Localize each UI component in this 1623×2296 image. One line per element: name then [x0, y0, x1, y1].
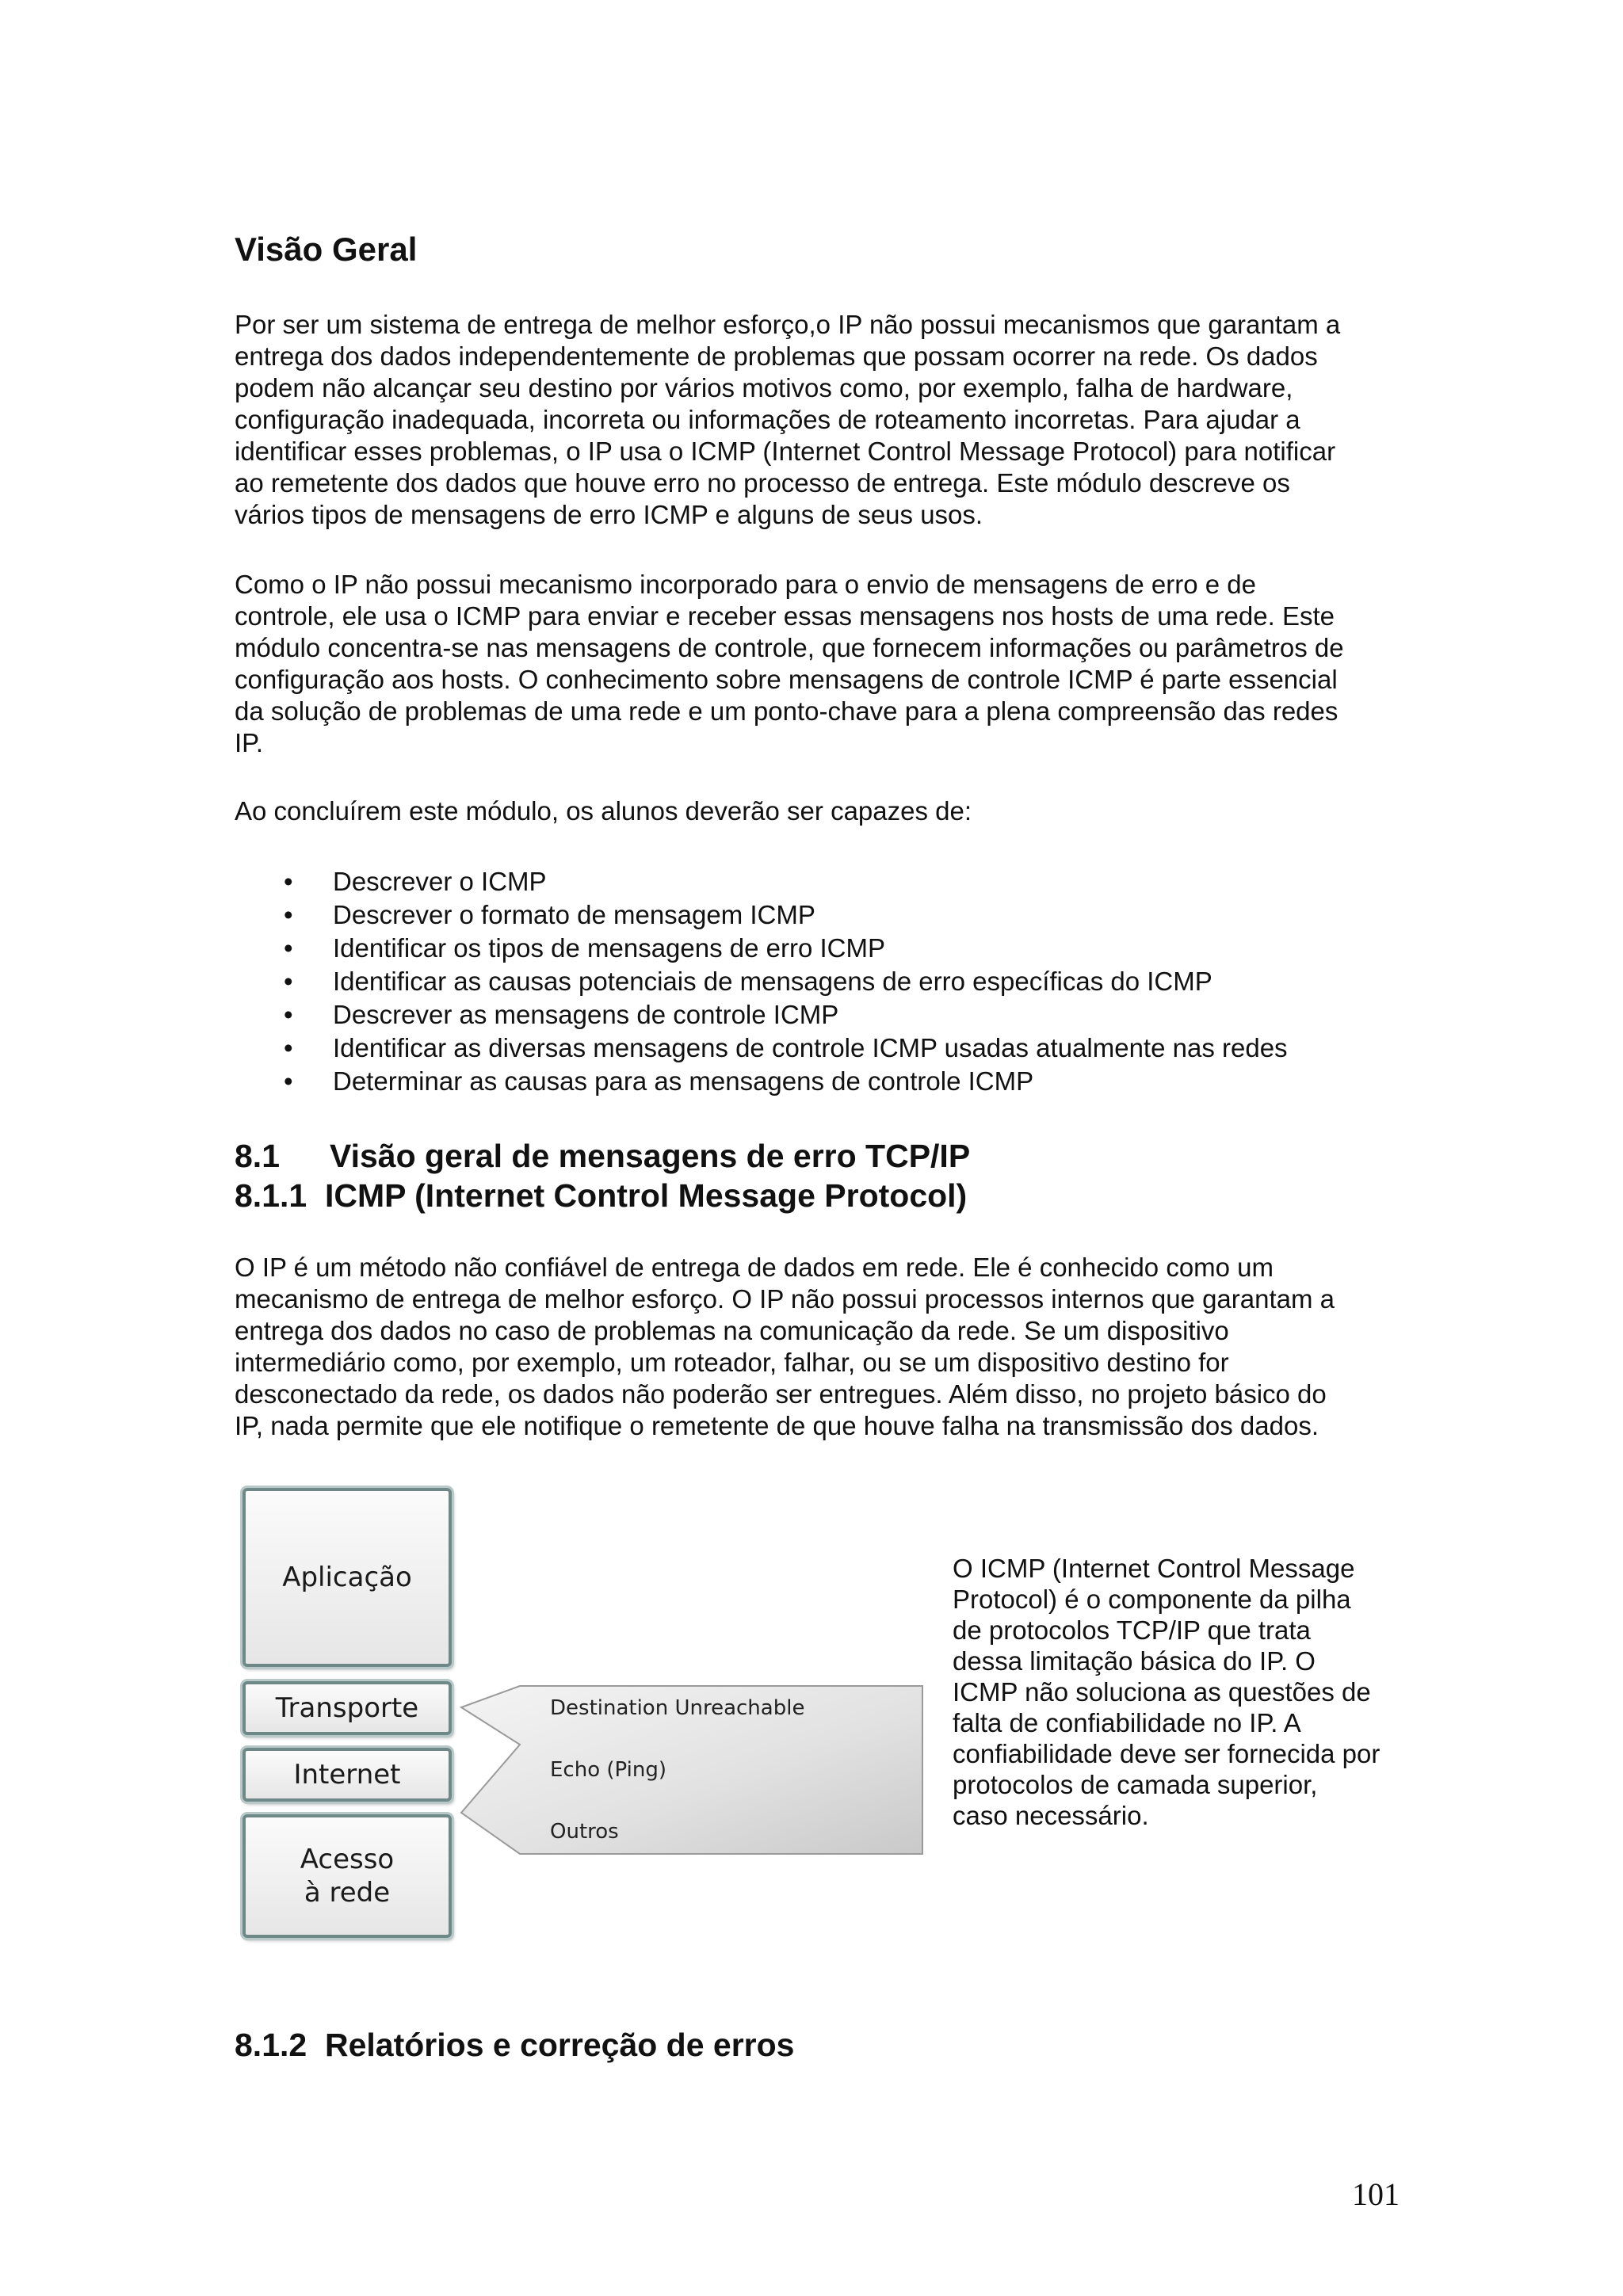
bullet-marker: • — [284, 867, 293, 896]
objective-text: Identificar as causas potenciais de mensagens de erro específicas do ICMP — [333, 967, 1212, 996]
icmp-message-destination-unreachable: Destination Unreachable — [550, 1696, 805, 1720]
page-number: 101 — [1352, 2176, 1400, 2212]
bullet-marker: • — [284, 1066, 293, 1096]
objective-item — [235, 865, 1288, 898]
section-number: 8.1.1 — [235, 1177, 307, 1214]
layer-label-line-1: Acesso — [300, 1844, 395, 1875]
objective-text: Identificar os tipos de mensagens de erro ICMP — [333, 933, 886, 963]
layer-application — [242, 1488, 452, 1667]
objective-text: Descrever o ICMP — [333, 867, 547, 896]
section-title: Visão geral de mensagens de erro TCP/IP — [330, 1138, 971, 1174]
tcpip-stack-figure — [233, 1482, 930, 1941]
objective-text: Determinar as causas para as mensagens de controle ICMP — [333, 1066, 1034, 1096]
objective-item — [235, 1032, 1288, 1065]
layer-label — [300, 1843, 395, 1909]
figure-caption: O ICMP (Internet Control Message Protocol) é o componente da pilha de protocolos TCP/IP que trata dessa limitação básica do IP. O ICMP não soluciona as questões de falta de confiabilidade no IP. A confiabilidade deve ser fornecida por protocolos de camada superior, caso necessário. — [953, 1554, 1381, 1830]
overview-paragraph-1: Por ser um sistema de entrega de melhor esforço,o IP não possui mecanismos que garantam a entrega dos dados independentemente de problemas que possam ocorrer na rede. Os dados podem não alcançar seu destino por vários motivos como, por exemplo, falha de hardware, configuração inadequada, incorreta ou informações de roteamento incorretas. Para ajudar a identificar esses problemas, o IP usa o ICMP (Internet Control Message Protocol) para notificar ao remetente dos dados que houve erro no processo de entrega. Este módulo descreve os vários tipos de mensagens de erro ICMP e alguns de seus usos. — [235, 310, 1341, 529]
layer-transport — [242, 1681, 452, 1735]
bullet-marker: • — [284, 933, 293, 963]
objective-text: Descrever o formato de mensagem ICMP — [333, 900, 815, 929]
section-title: ICMP (Internet Control Message Protocol) — [325, 1177, 968, 1214]
objective-text: Identificar as diversas mensagens de controle ICMP usadas atualmente nas redes — [333, 1033, 1288, 1062]
icmp-paragraph: O IP é um método não confiável de entrega de dados em rede. Ele é conhecido como um mecanismo de entrega de melhor esforço. O IP não possui processos internos que garantam a entrega dos dados no caso de problemas na comunicação da rede. Se um dispositivo intermediário como, por exemplo, um roteador, falhar, ou se um dispositivo destino for desconectado da rede, os dados não poderão ser entregues. Além disso, no projeto básico do IP, nada permite que ele notifique o remetente de que houve falha na transmissão dos dados. — [235, 1253, 1335, 1440]
section-number: 8.1 — [235, 1138, 280, 1174]
layer-network-access — [242, 1814, 452, 1938]
overview-paragraph-2: Como o IP não possui mecanismo incorporado para o envio de mensagens de erro e de controle, ele usa o ICMP para enviar e receber essas mensagens nos hosts de uma rede. Este módulo concentra-se nas mensagens de controle, que fornecem informações ou parâmetros de configuração aos hosts. O conhecimento sobre mensagens de controle ICMP é parte essencial da solução de problemas de uma rede e um ponto-chave para a plena compreensão das redes IP. — [235, 570, 1344, 757]
section-8-1-2-heading — [235, 2025, 794, 2065]
bullet-marker: • — [284, 967, 293, 996]
layer-label-line-2: à rede — [304, 1877, 391, 1909]
objective-item — [235, 898, 1288, 932]
icmp-message-echo-ping: Echo (Ping) — [550, 1758, 666, 1782]
bullet-marker: • — [284, 900, 293, 929]
objective-item — [235, 965, 1288, 998]
layer-internet — [242, 1748, 452, 1802]
objective-item — [235, 998, 1288, 1032]
objective-item — [235, 932, 1288, 965]
bullet-marker: • — [284, 1033, 293, 1062]
objectives-list — [235, 865, 1288, 1098]
section-number: 8.1.2 — [235, 2027, 307, 2063]
icmp-message-others: Outros — [550, 1820, 619, 1844]
layer-label: Transporte — [275, 1692, 419, 1724]
overview-heading: Visão Geral — [235, 231, 418, 268]
objective-text: Descrever as mensagens de controle ICMP — [333, 1000, 839, 1029]
section-8-1-1-heading — [235, 1176, 967, 1215]
section-8-1-heading — [235, 1136, 970, 1176]
layer-label: Aplicação — [282, 1562, 412, 1593]
objectives-intro: Ao concluírem este módulo, os alunos deverão ser capazes de: — [235, 796, 972, 826]
bullet-marker: • — [284, 1000, 293, 1029]
section-title: Relatórios e correção de erros — [325, 2027, 795, 2063]
layer-label: Internet — [293, 1759, 401, 1791]
objective-item — [235, 1065, 1288, 1098]
